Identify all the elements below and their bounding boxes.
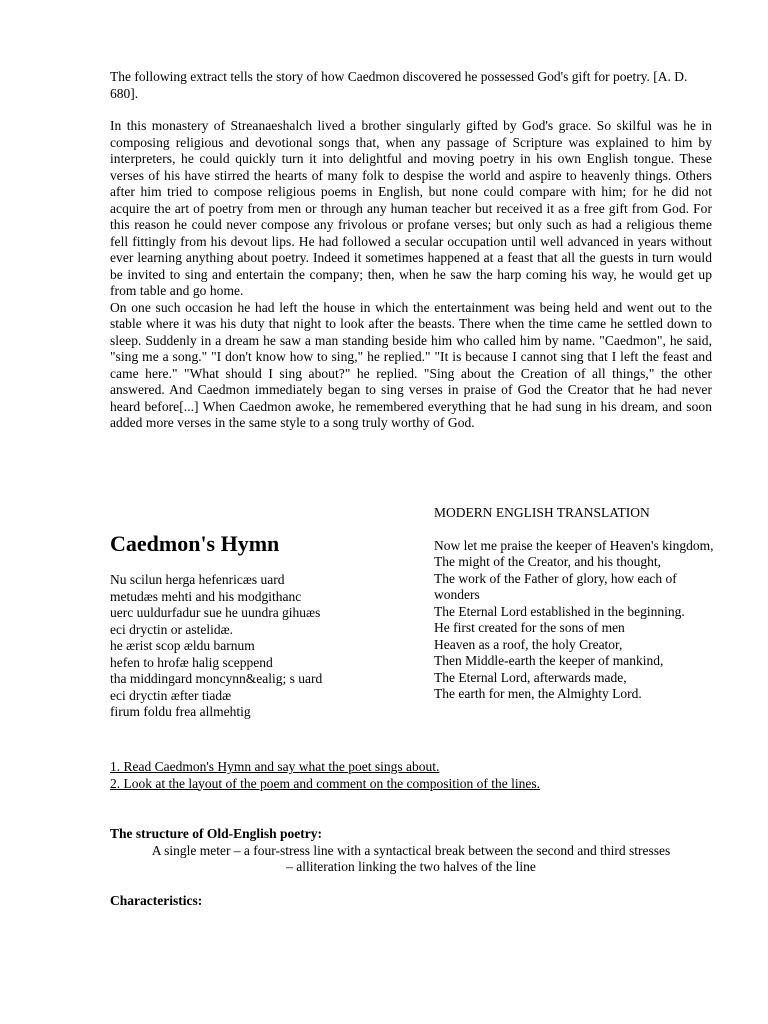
translation-line: The Eternal Lord established in the beginning. bbox=[434, 603, 685, 619]
structure-line-1: A single meter – a four-stress line with a syntactical break between the second and third stresses bbox=[151, 842, 671, 858]
question-1: 1. Read Caedmon's Hymn and say what the poet sings about. bbox=[110, 759, 440, 774]
structure-line-2: – alliteration linking the two halves of the line bbox=[286, 859, 536, 874]
translation-line: Then Middle-earth the keeper of mankind, bbox=[434, 653, 664, 668]
translation-column bbox=[434, 505, 714, 703]
hymn-section bbox=[110, 505, 712, 745]
characteristics-heading: Characteristics: bbox=[110, 893, 203, 908]
story-paragraph-2: On one such occasion he had left the house in which the entertainment was being held and went out to the stable where it was his duty that night to look after the beasts. There when the time came he settled down to sleep. Suddenly in a dream he saw a man standing beside him who called him by name. "Caedmon", he said, "sing me a song." "I don't know how to sing," he replied." "It is because I cannot sing that I left the feast and came here." "What should I sing about?" he replied. "Sing about the Creation of all things," the other answered. And Caedmon immediately began to sing verses in praise of God the Creator that he had never heard before[...] When Caedmon awoke, he remembered everything that he had sung in his dream, and soon added more verses in the same style to a song truly worthy of God. bbox=[110, 299, 712, 430]
translation-line: He first created for the sons of men bbox=[434, 620, 625, 635]
questions-list bbox=[110, 759, 712, 792]
old-english-line: metudæs mehti and his modgithanc bbox=[110, 588, 302, 604]
translation-line: Now let me praise the keeper of Heaven's kingdom, bbox=[434, 537, 714, 553]
old-english-line: firum foldu frea allmehtig bbox=[110, 704, 251, 719]
hymn-title: Caedmon's Hymn bbox=[110, 531, 280, 556]
old-english-line: Nu scilun herga hefenricæs uard bbox=[110, 572, 285, 587]
translation-heading: MODERN ENGLISH TRANSLATION bbox=[434, 505, 650, 520]
translation-line: The earth for men, the Almighty Lord. bbox=[434, 686, 642, 701]
old-english-line: eci dryctin æfter tiadæ bbox=[110, 687, 232, 703]
old-english-line: uerc uuldurfadur sue he uundra gihuæs bbox=[110, 605, 321, 620]
body-text bbox=[110, 69, 712, 432]
question-2: 2. Look at the layout of the poem and comment on the composition of the lines. bbox=[110, 775, 541, 791]
translation-line: Heaven as a roof, the holy Creator, bbox=[434, 636, 623, 652]
old-english-line: he ærist scop ældu barnum bbox=[110, 638, 255, 653]
translation-line: The Eternal Lord, afterwards made, bbox=[434, 669, 627, 685]
structure-heading: The structure of Old-English poetry: bbox=[110, 826, 322, 841]
structure-section bbox=[110, 826, 712, 876]
old-english-line: eci dryctin or astelidæ. bbox=[110, 621, 233, 637]
old-english-line: hefen to hrofæ halig sceppend bbox=[110, 654, 273, 670]
intro-paragraph: The following extract tells the story of how Caedmon discovered he possessed God's gift for poetry. [A. D. 680]. bbox=[110, 69, 688, 101]
translation-line: The might of the Creator, and his thought, bbox=[434, 554, 662, 569]
story-paragraph-1: In this monastery of Streanaeshalch lived a brother singularly gifted by God's grace. So skilful was he in composing religious and devotional songs that, when any passage of Scripture was explained to him by interpreters, he could quickly turn it into delightful and moving poetry in his own English tongue. These verses of his have stirred the hearts of many folk to despise the world and aspire to heavenly things. Others after him tried to compose religious poems in English, but none could compare with him; for he did not acquire the art of poetry from men or through any human teacher but received it as a free gift from God. For this reason he could never compose any frivolous or profane verses; but only such as had a religious theme fell fittingly from his devout lips. He had followed a secular occupation until well advanced in years without ever learning anything about poetry. Indeed it sometimes happened at a feast that all the guests in turn would be invited to sing and entertain the company; then, when he saw the harp coming his way, he would get up from table and go home. bbox=[110, 118, 712, 298]
translation-line: The work of the Father of glory, how each of wonders bbox=[434, 570, 677, 602]
old-english-line: tha middingard moncynn&ealig; s uard bbox=[110, 671, 323, 686]
old-english-column bbox=[110, 531, 410, 721]
